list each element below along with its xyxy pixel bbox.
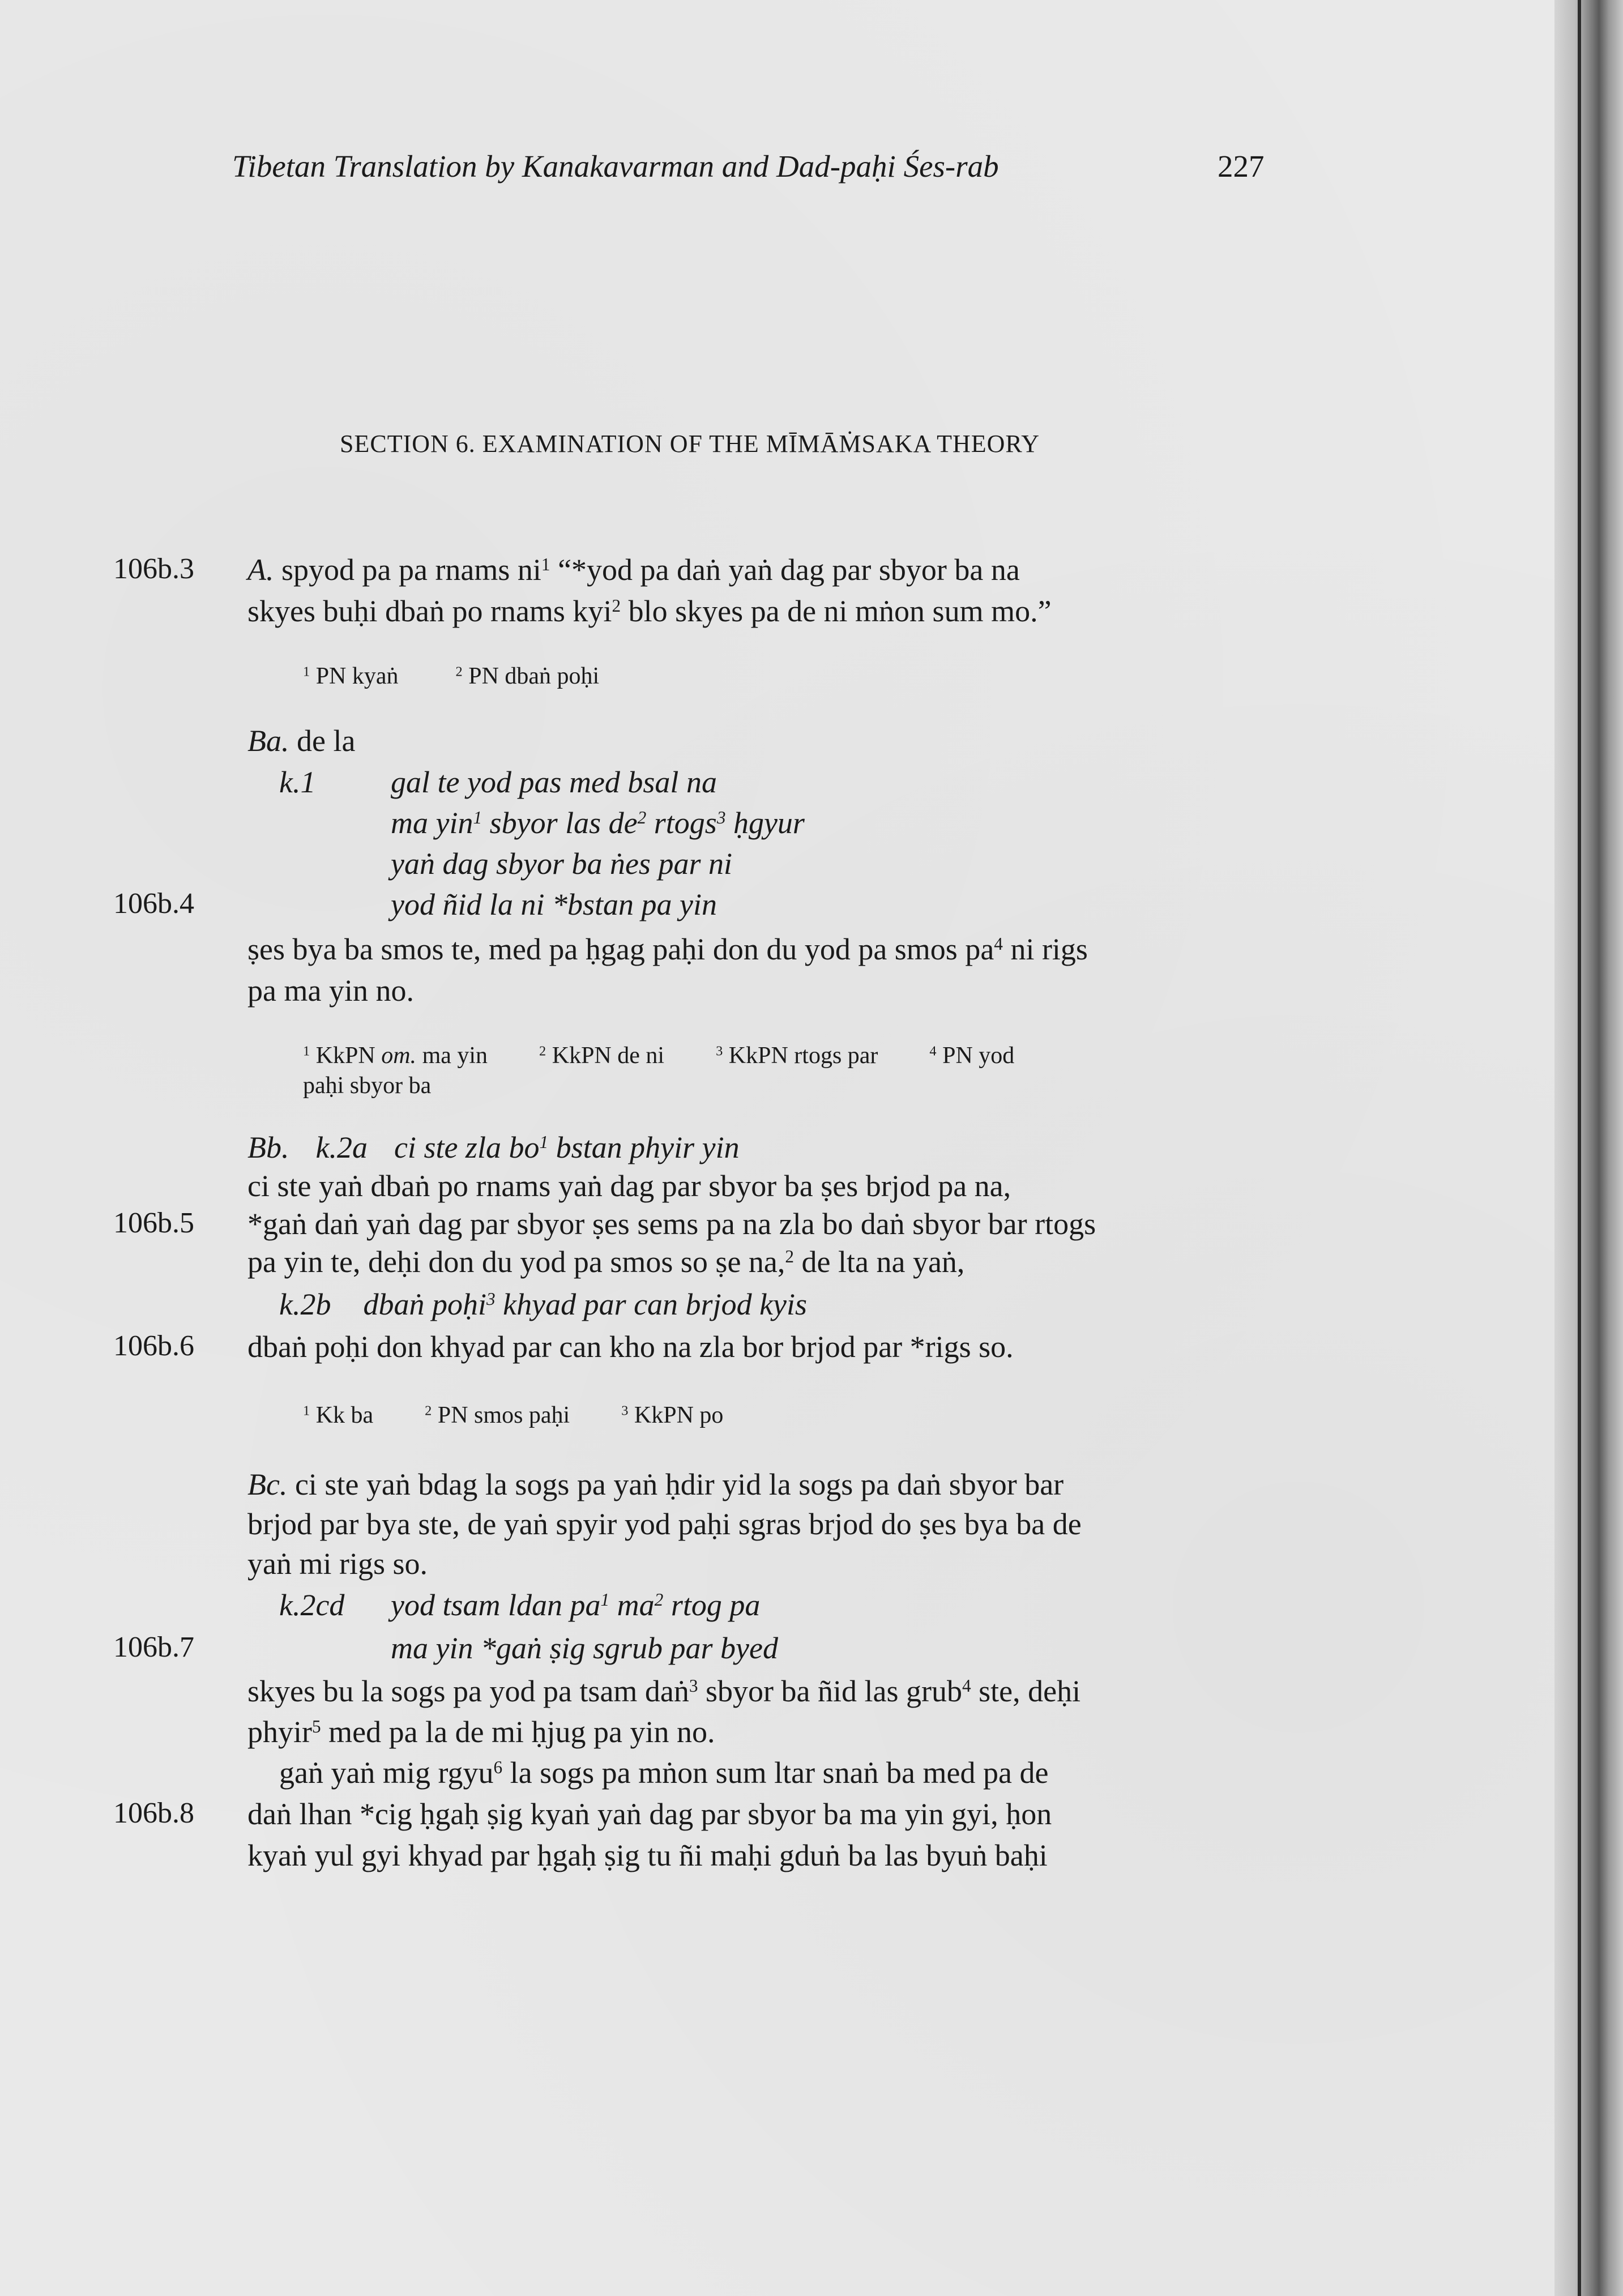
karika-label-k2cd: k.2cd xyxy=(279,1588,345,1622)
paragraph-bc-line-5: phyir$^5$ med pa la de mi ḥjug pa yin no. xyxy=(247,1715,715,1749)
paragraph-marker: A. xyxy=(247,553,274,587)
running-head: Tibetan Translation by Kanakavarman and Dad-paḥi Śes-rab xyxy=(232,149,999,183)
paragraph-marker: Bc. xyxy=(247,1467,288,1501)
paragraph-bb-line-1: ci ste yaṅ dbaṅ po rnams yaṅ dag par sbyor ba ṣes brjod pa na, xyxy=(247,1169,1011,1203)
book-gutter xyxy=(1554,0,1623,2296)
verse-k2cd-line-2: ma yin *gaṅ ṣig sgrub par byed xyxy=(391,1631,778,1665)
margin-ref-106b4: 106b.4 xyxy=(113,887,194,920)
verse-k1-line-1: gal te yod pas med bsal na xyxy=(391,765,717,799)
margin-ref-106b6: 106b.6 xyxy=(113,1330,194,1362)
section-title: SECTION 6. EXAMINATION OF THE MĪMĀṀSAKA THEORY xyxy=(340,430,1040,458)
paragraph-marker: Ba. xyxy=(247,724,289,758)
verse-k1-line-3: yaṅ dag sbyor ba ṅes par ni xyxy=(391,847,732,881)
paragraph-bc-line-3: yaṅ mi rigs so. xyxy=(247,1547,428,1581)
margin-ref-106b5: 106b.5 xyxy=(113,1207,194,1239)
margin-ref-106b7: 106b.7 xyxy=(113,1631,194,1663)
paragraph-bb-line-4: dbaṅ poḥi don khyad par can kho na zla bor brjod par *rigs so. xyxy=(247,1330,1014,1364)
paragraph-bb-line-3: pa yin te, deḥi don du yod pa smos so ṣe na,$^2$ de lta na yaṅ, xyxy=(247,1245,965,1279)
paragraph-bb-karika-2b: k.2b dbaṅ poḥi$^3$ khyad par can brjod kyis xyxy=(279,1287,808,1321)
paragraph-a-line-2: skyes buḥi dbaṅ po rnams kyi$^2$ blo skyes pa de ni mṅon sum mo.” xyxy=(247,594,1052,628)
paragraph-bb-line-2: *gaṅ daṅ yaṅ dag par sbyor ṣes sems pa na zla bo daṅ sbyor bar rtogs xyxy=(247,1207,1096,1241)
footnotes-ba-line-2: paḥi sbyor ba xyxy=(303,1073,432,1099)
paragraph-marker: Bb. xyxy=(247,1130,289,1164)
gutter-shadow-line xyxy=(1578,0,1581,2296)
paragraph-ba-line-1: ṣes bya ba smos te, med pa ḥgag paḥi don du yod pa smos $pa^4$ ni rigs xyxy=(247,932,1088,966)
verse-k2cd-line-1: yod tsam ldan $pa^1$ $ma^2$ rtog pa xyxy=(391,1588,761,1622)
paragraph-ba-intro: Ba. de la xyxy=(247,724,356,758)
paragraph-bc-line-8: kyaṅ yul gyi khyad par ḥgaḥ ṣig tu ñi maḥi gduṅ ba las byuṅ baḥi xyxy=(247,1838,1048,1872)
margin-ref-106b3: 106b.3 xyxy=(113,553,194,585)
paragraph-bb-karika: Bb. k.2a ci ste zla $bo^1$ bstan phyir yin xyxy=(247,1130,740,1164)
footnotes-a: $^1$ PN kyaṅ $^2$ PN dbaṅ poḥi xyxy=(303,663,600,689)
paragraph-bc-line-4: skyes bu la sogs pa yod pa tsam daṅ$^3$ sbyor ba ñid las grub$^4$ ste, deḥi xyxy=(247,1674,1081,1708)
paragraph-bc-line-6: gaṅ yaṅ mig rgyu$^6$ la sogs pa mṅon sum ltar snaṅ ba med pa de xyxy=(279,1756,1049,1790)
paragraph-a-line-1: A. spyod pa pa rnams $ni^1$ “*yod pa daṅ yaṅ dag par sbyor ba na xyxy=(247,553,1020,587)
paragraph-bc-line-2: brjod par bya ste, de yaṅ spyir yod paḥi sgras brjod do ṣes bya ba de xyxy=(247,1507,1082,1541)
verse-k1-line-2: ma yin$^1$ sbyor las $de^2$ rtogs$^3$ ḥgyur xyxy=(391,806,805,840)
page-number: 227 xyxy=(1218,149,1265,183)
verse-k1-line-4: yod ñid la ni *bstan pa yin xyxy=(391,887,717,921)
paragraph-ba-line-2: pa ma yin no. xyxy=(247,974,414,1008)
karika-label-k1: k.1 xyxy=(279,765,316,799)
margin-ref-106b8: 106b.8 xyxy=(113,1797,194,1829)
footnotes-bb: $^1$ Kk ba $^2$ PN smos paḥi $^3$ KkPN po xyxy=(303,1402,724,1428)
paragraph-bc-line-7: daṅ lhan *cig ḥgaḥ ṣig kyaṅ yaṅ dag par sbyor ba ma yin gyi, ḥon xyxy=(247,1797,1052,1831)
footnotes-ba-line-1: $^1$ KkPN om. ma yin $^2$ KkPN de ni $^3$ KkPN rtogs par $^4$ PN yod xyxy=(303,1043,1015,1069)
paragraph-bc-line-1: Bc. ci ste yaṅ bdag la sogs pa yaṅ ḥdir yid la sogs pa daṅ sbyor bar xyxy=(247,1467,1064,1501)
